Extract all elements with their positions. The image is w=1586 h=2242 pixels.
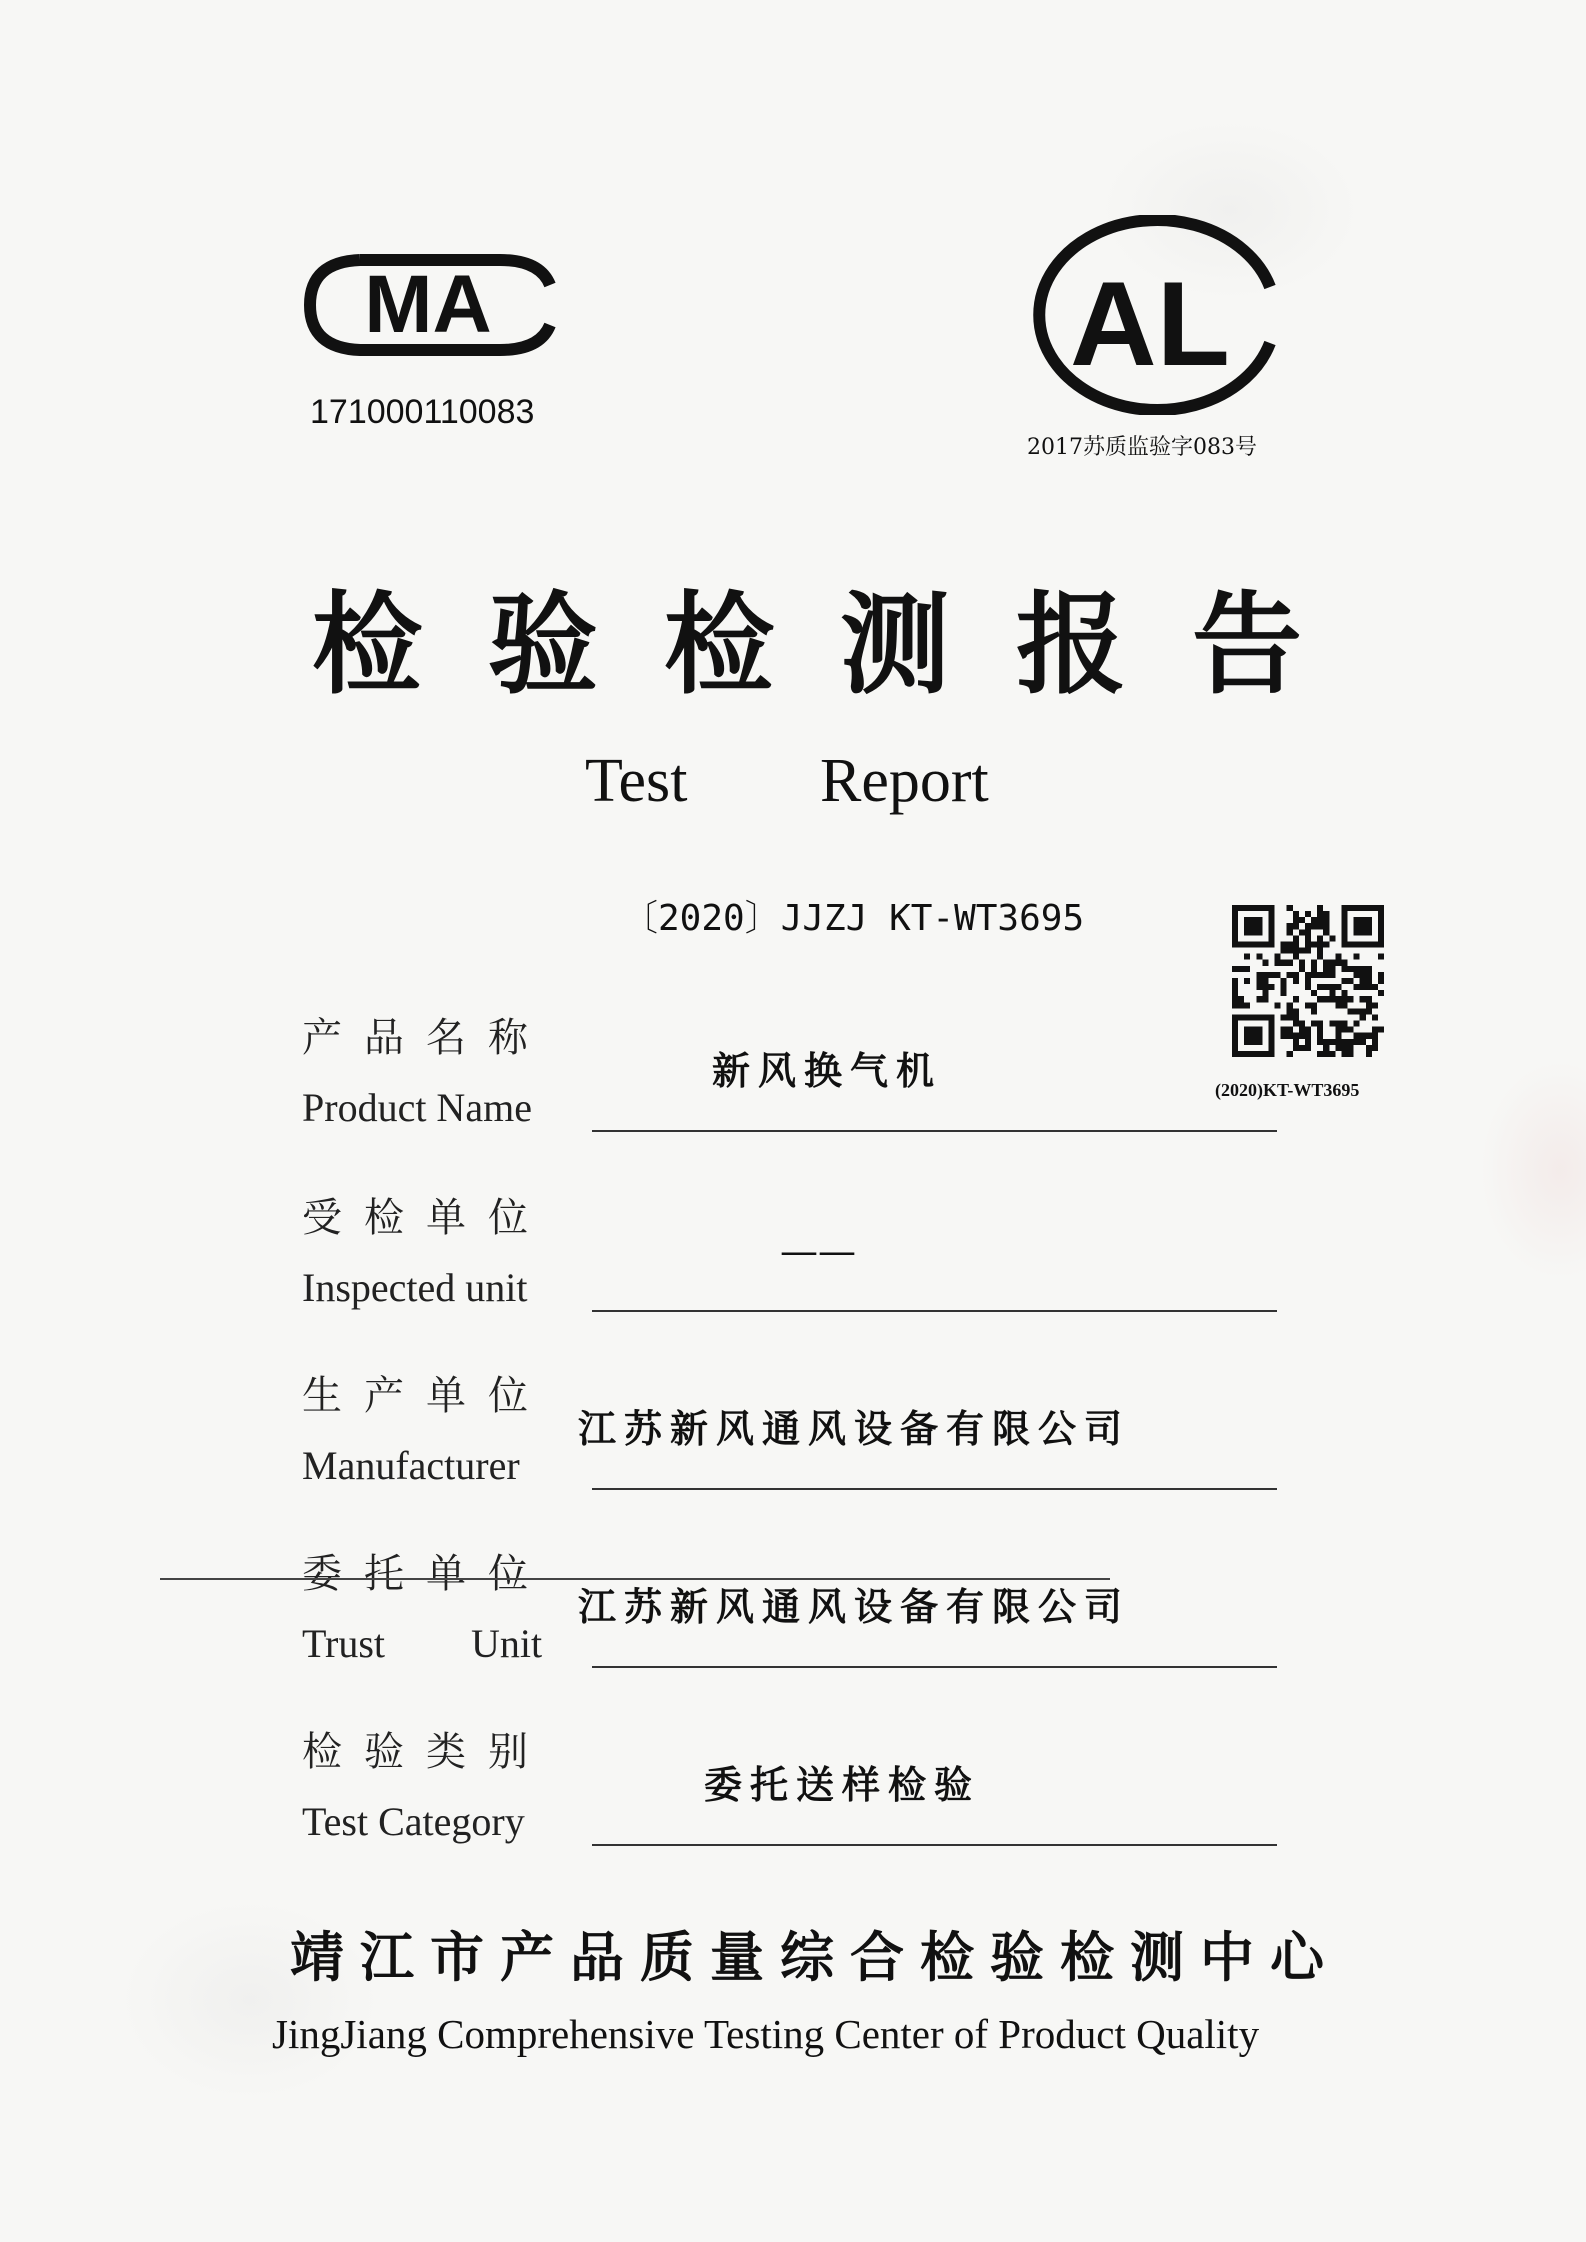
field-manufacturer <box>302 1373 1282 1526</box>
watermark-stain <box>1480 1060 1586 1280</box>
cma-logo <box>300 240 560 370</box>
field-label-en: Test Category <box>302 1799 525 1844</box>
org-name-en: JingJiang Comprehensive Testing Center of Product Quality <box>272 2011 1260 2057</box>
field-test-category <box>302 1729 1282 1882</box>
field-value: 委托送样检验 <box>704 1762 981 1807</box>
report-number: 〔2020〕JJZJ KT-WT3695 <box>622 898 1085 939</box>
field-underline <box>592 1666 1277 1668</box>
field-label-cn: 检验类别 <box>302 1729 550 1775</box>
field-label-cn: 委托单位 <box>302 1551 550 1597</box>
field-value: —— <box>780 1229 856 1273</box>
cal-logo-text: AL <box>1070 257 1230 391</box>
field-inspected-unit <box>302 1195 1282 1348</box>
cma-logo-text: MA <box>364 259 492 350</box>
field-value: 新风换气机 <box>712 1048 943 1093</box>
field-label-en: Manufacturer <box>302 1443 520 1488</box>
field-product-name <box>302 1015 1282 1168</box>
field-underline <box>592 1130 1277 1132</box>
title-en-report: Report <box>820 747 989 815</box>
field-label-cn: 受检单位 <box>302 1195 550 1241</box>
field-label-en: Inspected unit <box>302 1265 528 1310</box>
cal-number: 2017苏质监验字083号 <box>1027 435 1257 460</box>
field-label-cn: 生产单位 <box>302 1373 550 1419</box>
cal-logo <box>1030 215 1290 415</box>
field-label-en-part: Unit <box>471 1621 543 1666</box>
field-trust-unit <box>302 1551 1282 1704</box>
field-label-en <box>302 1621 543 1666</box>
field-value: 江苏新风通风设备有限公司 <box>578 1406 1131 1451</box>
org-name-cn: 靖江市产品质量综合检验检测中心 <box>290 1925 1340 1989</box>
field-underline <box>592 1844 1277 1846</box>
field-underline <box>592 1488 1277 1490</box>
title-cn: 检验检测报告 <box>312 580 1368 709</box>
qr-label: (2020)KT-WT3695 <box>1215 1080 1360 1100</box>
field-underline <box>592 1310 1277 1312</box>
strikethrough-line <box>160 1578 1110 1580</box>
title-en-test: Test <box>585 747 688 815</box>
field-value: 江苏新风通风设备有限公司 <box>578 1584 1131 1629</box>
cma-number: 171000110083 <box>310 393 535 431</box>
field-label-en-part: Trust <box>302 1621 386 1666</box>
field-label-cn: 产品名称 <box>302 1015 550 1061</box>
field-label-en: Product Name <box>302 1085 532 1130</box>
